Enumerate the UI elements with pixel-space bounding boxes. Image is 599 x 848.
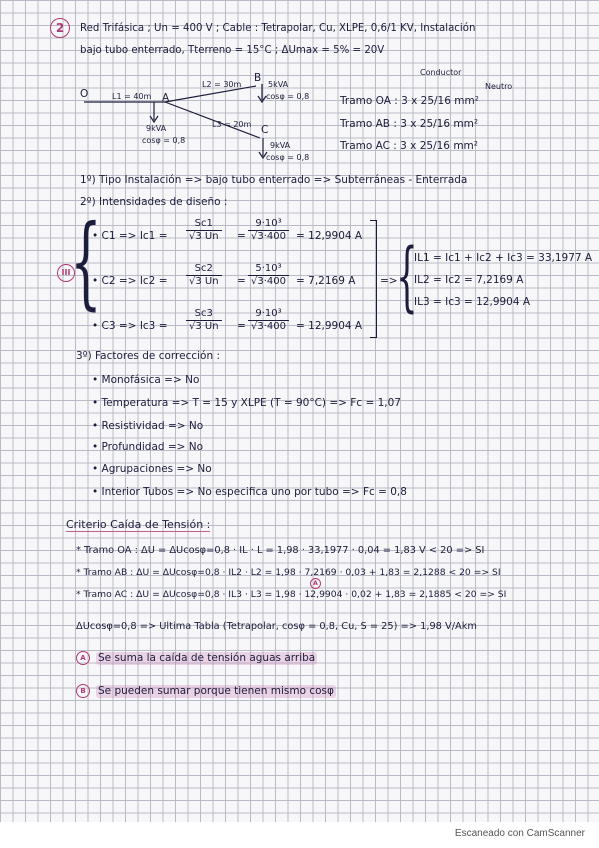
scanner-footer: [0, 822, 599, 848]
note-b-marker: B: [76, 684, 90, 698]
c3-result: = 12,9904 A: [296, 320, 363, 332]
table-reference: ΔUcosφ=0,8 => Ultima Tabla (Tetrapolar, cosφ = 0,8, Cu, S = 25) => 1,98 V/Akm: [76, 621, 477, 632]
load-c-pf: cosφ = 0,8: [266, 153, 310, 162]
tramo-ab-drop: * Tramo AB : ΔU = ΔUcosφ=0,8 · IL2 · L2 = 1,98 · 7,2169 · 0,03 + 1,83 = 2,1288 < 20 => SI: [76, 567, 501, 578]
exercise-number: 2: [50, 18, 70, 38]
note-a: Se suma la caída de tensión aguas arriba: [98, 652, 316, 664]
section-1-installation: 1º) Tipo Instalación => bajo tubo enterrado => Subterráneas - Enterrada: [80, 174, 468, 186]
c2-den2: √3·400: [251, 276, 286, 287]
c1-den2: √3·400: [251, 231, 286, 242]
segment-oa-label: L1 = 40m: [112, 92, 152, 101]
c3-label: • C3 => Ic3 =: [92, 320, 168, 332]
c2-den: √3 Un: [189, 276, 219, 287]
c3-values: [248, 308, 289, 333]
line-current-3: IL3 = Ic3 = 12,9904 A: [414, 296, 531, 308]
neutro-label: Neutro: [485, 82, 513, 91]
tramo-ac-drop: * Tramo AC : ΔU = ΔUcosφ=0,8 · IL3 · L3 = 1,98 · 12,9904 · 0,02 + 1,83 = 2,1885 < 20 => SI: [76, 589, 507, 600]
segment-ac-label: L3 = 20m: [212, 120, 252, 129]
results-brace: {: [396, 231, 418, 320]
tramo-oa-section: Tramo OA : 3 x 25/16 mm²: [340, 95, 479, 107]
section-2-title: 2º) Intensidades de diseño :: [80, 196, 228, 208]
c3-den2: √3·400: [251, 321, 286, 332]
load-b-pf: cosφ = 0,8: [266, 92, 310, 101]
c1-eq: =: [237, 230, 246, 242]
load-c-power: 9kVA: [270, 141, 291, 150]
c2-num: Sc2: [186, 263, 222, 276]
note-b: Se pueden sumar porque tienen mismo cosφ: [98, 685, 334, 697]
right-bracket: [370, 220, 377, 338]
line-current-2: IL2 = Ic2 = 7,2169 A: [414, 274, 524, 286]
c3-den: √3 Un: [189, 321, 219, 332]
c1-result: = 12,9904 A: [296, 230, 363, 242]
c2-formula: [186, 263, 222, 288]
tramo-ac-section: Tramo AC : 3 x 25/16 mm²: [340, 140, 478, 152]
c1-values: [248, 218, 289, 243]
factor-resistividad: • Resistividad => No: [92, 420, 204, 432]
line-current-1: IL1 = Ic1 + Ic2 + Ic3 = 33,1977 A: [414, 252, 593, 264]
load-a-power: 9kVA: [146, 124, 167, 133]
load-b-power: 5kVA: [268, 80, 289, 89]
c2-num2: 5·10³: [248, 263, 289, 276]
c3-formula: [186, 308, 222, 333]
roman-three-marker: III: [57, 264, 75, 282]
note-a-marker-inline: A: [310, 578, 321, 589]
segment-ab-label: L2 = 30m: [202, 80, 242, 89]
scanner-watermark: Escaneado con CamScanner: [454, 828, 585, 839]
node-a: A: [162, 92, 170, 104]
tramo-ab-section: Tramo AB : 3 x 25/16 mm²: [340, 118, 479, 130]
node-c: C: [261, 124, 269, 136]
factor-agrupaciones: • Agrupaciones => No: [92, 463, 212, 475]
c1-label: • C1 => Ic1 =: [92, 230, 168, 242]
node-o: O: [80, 88, 89, 100]
c2-values: [248, 263, 289, 288]
c2-label: • C2 => Ic2 =: [92, 275, 168, 287]
load-a-pf: cosφ = 0,8: [142, 136, 186, 145]
c3-num2: 9·10³: [248, 308, 289, 321]
note-a-marker: A: [76, 651, 90, 665]
tramo-oa-drop: * Tramo OA : ΔU = ΔUcosφ=0,8 · IL · L = 1,98 · 33,1977 · 0,04 = 1,83 V < 20 => SI: [76, 545, 485, 556]
conductor-label: Conductor: [420, 68, 462, 77]
factor-interior-tubos: • Interior Tubos => No especifica uno por tubo => Fc = 0,8: [92, 486, 407, 498]
factor-profundidad: • Profundidad => No: [92, 441, 204, 453]
c1-num2: 9·10³: [248, 218, 289, 231]
c1-formula: [186, 218, 222, 243]
c2-result: = 7,2169 A: [296, 275, 356, 287]
c1-num: Sc1: [186, 218, 222, 231]
c3-eq: =: [237, 320, 246, 332]
voltage-drop-title: Criterio Caída de Tensión :: [66, 518, 211, 531]
factor-temperatura: • Temperatura => T = 15 y XLPE (T = 90°C) => Fc = 1,07: [92, 397, 401, 409]
left-brace: {: [70, 203, 102, 320]
statement-line-2: bajo tubo enterrado, Tterreno = 15°C ; ΔUmax = 5% = 20V: [80, 45, 385, 56]
statement-line-1: Red Trifásica ; Un = 400 V ; Cable : Tetrapolar, Cu, XLPE, 0,6/1 KV, Instalación: [80, 23, 476, 34]
c1-den: √3 Un: [189, 231, 219, 242]
c3-num: Sc3: [186, 308, 222, 321]
implies-arrow: =>: [380, 275, 398, 287]
factor-monofasica: • Monofásica => No: [92, 374, 200, 386]
c2-eq: =: [237, 275, 246, 287]
node-b: B: [254, 72, 262, 84]
section-3-title: 3º) Factores de corrección :: [76, 350, 220, 362]
